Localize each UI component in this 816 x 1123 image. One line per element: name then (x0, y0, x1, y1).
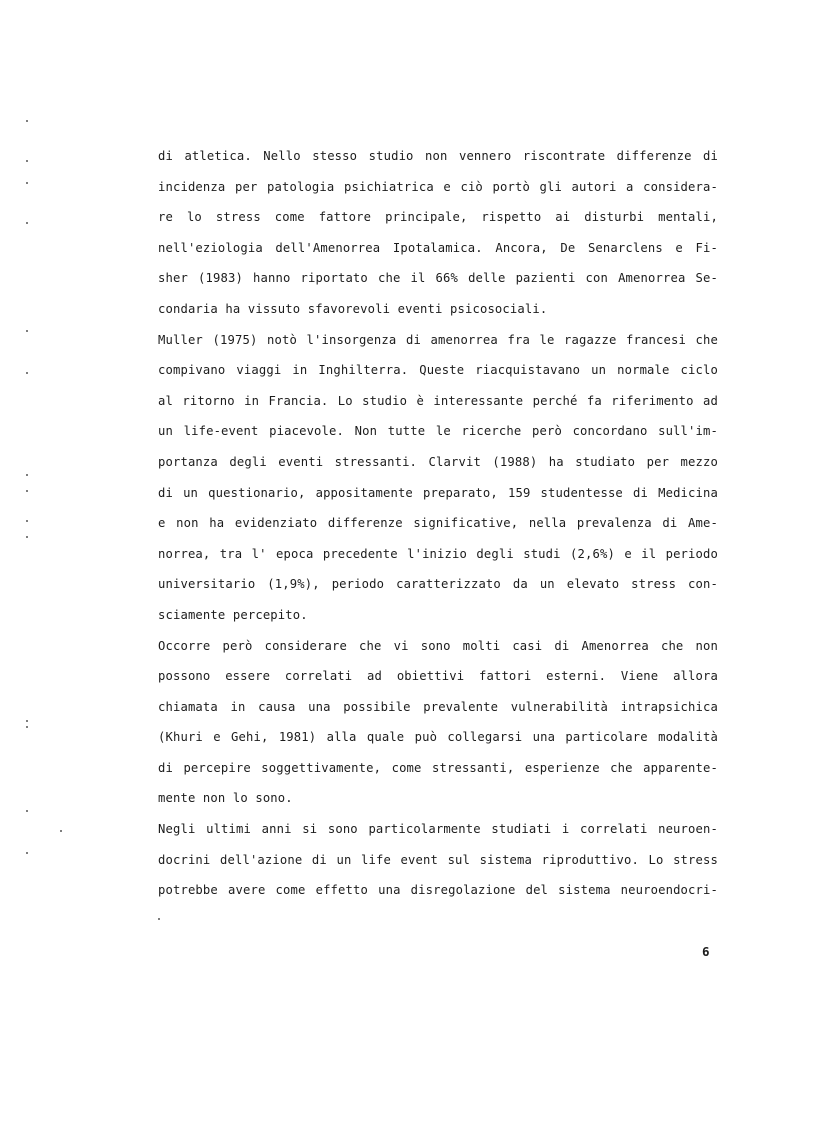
text-line: e non ha evidenziato differenze significative, nella prevalenza di Ame- (158, 516, 718, 531)
text-line: di un questionario, appositamente preparato, 159 studentesse di Medicina (158, 485, 718, 500)
scan-speck (26, 490, 28, 492)
text-line: (Khuri e Gehi, 1981) alla quale può collegarsi una particolare modalità (158, 730, 718, 745)
scan-speck (26, 160, 28, 162)
text-line: possono essere correlati ad obiettivi fattori esterni. Viene allora (158, 669, 718, 684)
text-line: compivano viaggi in Inghilterra. Queste riacquistavano un normale ciclo (158, 363, 718, 378)
text-line: re lo stress come fattore principale, rispetto ai disturbi mentali, (158, 210, 718, 225)
text-line: mente non lo sono. (158, 791, 293, 806)
text-line: al ritorno in Francia. Lo studio è interessante perché fa riferimento ad (158, 393, 718, 408)
page-number: 6 (702, 944, 710, 959)
scan-speck (26, 536, 28, 538)
scan-speck (26, 372, 28, 374)
text-line: universitario (1,9%), periodo caratterizzato da un elevato stress con- (158, 577, 718, 592)
text-line: Muller (1975) notò l'insorgenza di amenorrea fra le ragazze francesi che (158, 332, 718, 347)
scan-speck (26, 852, 28, 854)
text-line: incidenza per patologia psichiatrica e ciò portò gli autori a considera- (158, 179, 718, 194)
text-line: portanza degli eventi stressanti. Clarvit (1988) ha studiato per mezzo (158, 454, 718, 469)
scan-speck (26, 520, 28, 522)
text-line: di percepire soggettivamente, come stressanti, esperienze che apparente- (158, 760, 718, 775)
scan-speck (26, 222, 28, 224)
scan-speck (26, 120, 28, 122)
scan-speck (26, 330, 28, 332)
scan-speck (26, 720, 28, 722)
scan-speck (26, 182, 28, 184)
text-line: Occorre però considerare che vi sono molti casi di Amenorrea che non (158, 638, 718, 653)
text-line: chiamata in causa una possibile prevalente vulnerabilità intrapsichica (158, 699, 718, 714)
scan-speck (26, 810, 28, 812)
text-line: Negli ultimi anni si sono particolarmente studiati i correlati neuroen- (158, 822, 718, 837)
text-line: un life-event piacevole. Non tutte le ricerche però concordano sull'im- (158, 424, 718, 439)
scan-speck (26, 726, 28, 728)
text-line: sciamente percepito. (158, 607, 308, 622)
scan-speck (60, 830, 62, 832)
text-line: di atletica. Nello stesso studio non vennero riscontrate differenze di (158, 149, 718, 163)
text-line: docrini dell'azione di un life event sul sistema riproduttivo. Lo stress (158, 852, 718, 867)
text-line: nell'eziologia dell'Amenorrea Ipotalamica. Ancora, De Senarclens e Fi- (158, 240, 718, 255)
text-line: potrebbe avere come effetto una disregolazione del sistema neuroendocri- (158, 883, 718, 898)
body-text (158, 143, 718, 908)
scan-speck (26, 474, 28, 476)
text-line: sher (1983) hanno riportato che il 66% delle pazienti con Amenorrea Se- (158, 271, 718, 286)
text-line: condaria ha vissuto sfavorevoli eventi psicosociali. (158, 301, 548, 316)
text-line: norrea, tra l' epoca precedente l'inizio degli studi (2,6%) e il periodo (158, 546, 718, 561)
scan-speck (158, 918, 160, 920)
